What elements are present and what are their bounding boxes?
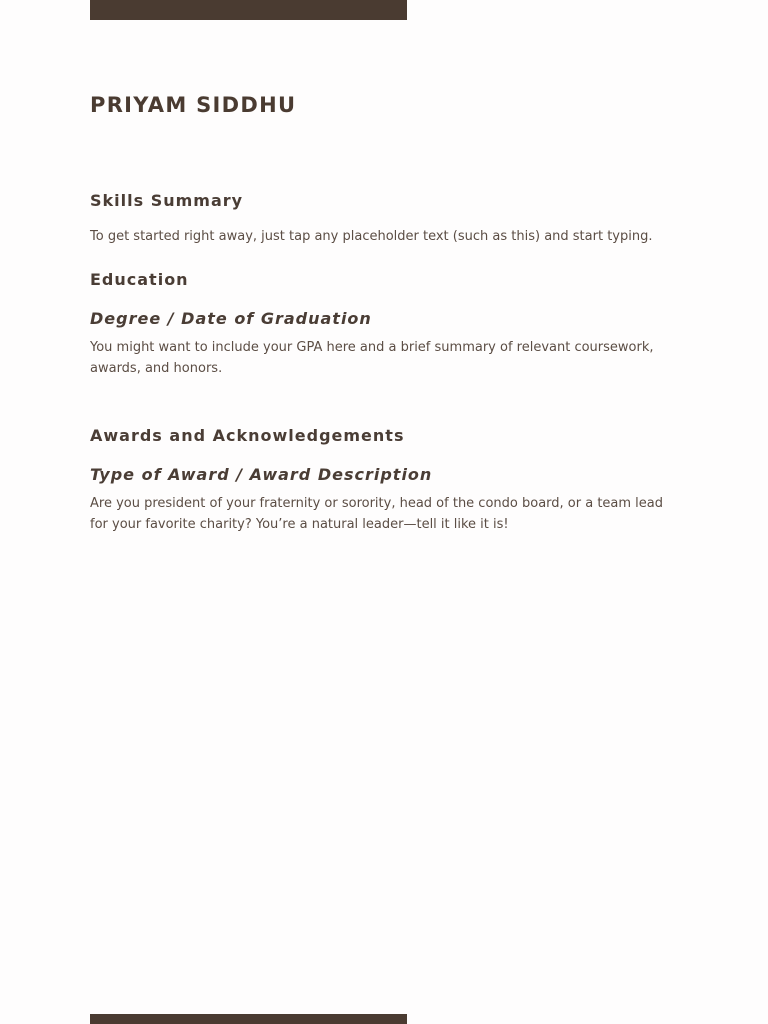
top-accent-bar [90,0,407,20]
award-type-subheading[interactable]: Type of Award / Award Description [90,465,433,484]
awards-text[interactable]: Are you president of your fraternity or sorority, head of the condo board, or a team lead for your favorite charity? You’re a natural leader—tell it like it is! [90,496,664,532]
degree-date-subheading[interactable]: Degree / Date of Graduation [90,309,372,328]
skills-summary-text[interactable]: To get started right away, just tap any placeholder text (such as this) and start typing. [90,229,653,244]
resume-name[interactable]: PRIYAM SIDDHU [90,93,297,117]
education-text[interactable]: You might want to include your GPA here and a brief summary of relevant coursework, awards, and honors. [90,340,654,376]
bottom-accent-bar [90,1014,407,1024]
awards-heading[interactable]: Awards and Acknowledgements [90,426,405,445]
skills-summary-heading[interactable]: Skills Summary [90,191,244,210]
education-heading[interactable]: Education [90,270,189,289]
